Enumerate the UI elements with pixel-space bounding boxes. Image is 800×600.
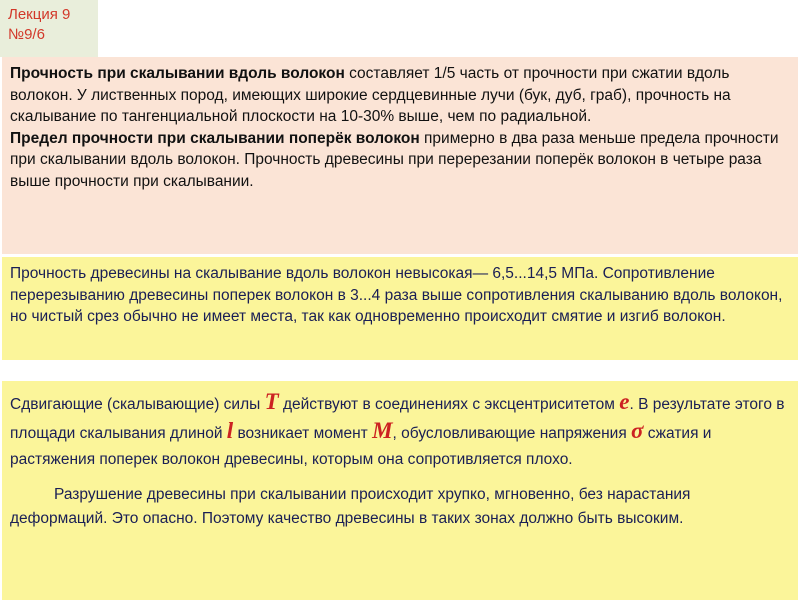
text-part-5: , обусловливающие напряжения [392, 425, 632, 442]
text-across-fibers: примерно в два раза меньше предела прочности при скалывании вдоль волокон. Прочность древесины при перерезании поперёк волокон в четыре раза выше прочности при скалывании. [10, 129, 779, 190]
text-along-fibers: составляет 1/5 часть от прочности при сжатии вдоль волокон. У лиственных пород, имеющих широкие сердцевинные лучи (бук, дуб, граб), прочность на скалывание по тангенциальной плоскости на 10-30% выше, чем по радиальной. [10, 65, 731, 125]
paragraph-across-fibers [10, 128, 788, 193]
shear-forces-block [2, 381, 798, 600]
strength-values-block [2, 257, 798, 360]
text-part-4: возникает момент [233, 425, 373, 442]
lecture-title: Лекция 9 [8, 6, 71, 23]
symbol-M: M [372, 418, 393, 443]
symbol-l: l [226, 418, 234, 443]
shear-strength-block [2, 57, 798, 254]
heading-across-fibers: Предел прочности при скалывании поперёк волокон [10, 129, 420, 147]
heading-along-fibers: Прочность при скалывании вдоль волокон [10, 65, 345, 82]
symbol-T: T [264, 389, 279, 414]
slide-label-box [0, 0, 98, 57]
shear-forces-paragraph [10, 389, 788, 473]
strength-values-text: Прочность древесины на скалывание вдоль волокон невысокая— 6,5...14,5 МПа. Сопротивление перерезыванию древесины поперек волокон в 3...4 раза выше сопротивления скалыванию вдоль волокон, но чистый срез обычно не имеет места, так как одновременно происходит смятие и изгиб волокон. [10, 265, 783, 325]
symbol-sigma: σ [631, 418, 644, 443]
text-part-1: Сдвигающие (скалывающие) силы [10, 396, 265, 413]
text-part-6: сжатия и растяжения поперек волокон древесины, которым она сопротивляется плохо. [10, 425, 712, 468]
slide-number: №9/6 [8, 26, 45, 43]
text-part-3: . В результате этого в площади скалывания длиной [10, 396, 785, 442]
text-part-2: действуют в соединениях с эксцентриситетом [278, 396, 620, 413]
slide-label [8, 5, 70, 45]
brittle-failure-paragraph: Разрушение древесины при скалывании происходит хрупко, мгновенно, без нарастания деформаций. Это опасно. Поэтому качество древесины в таких зонах должно быть высоким. [10, 486, 691, 527]
symbol-e: e [619, 389, 630, 414]
paragraph-along-fibers [10, 63, 788, 128]
